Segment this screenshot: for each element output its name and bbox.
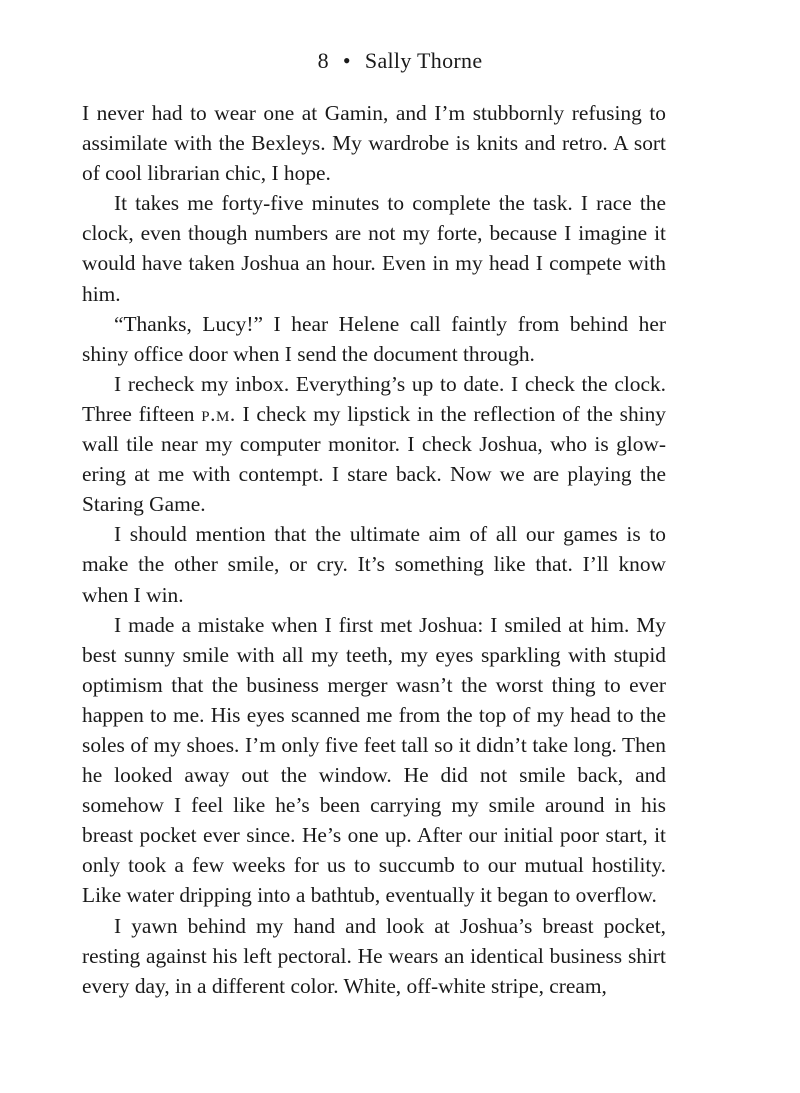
paragraph: “Thanks, Lucy!” I hear Helene call faintly from behind her shiny office door when I send the document through. — [82, 311, 666, 366]
clock-text-after: I check my lipstick in the reflection of the shiny wall tile near my computer monitor. I check Joshua, who is glowering at me with contempt. I stare back. Now we are playing the Staring Game. — [82, 401, 667, 517]
clock-text-before: I recheck my inbox. Everything’s up to date. I check the clock. Three fifteen — [82, 371, 666, 426]
paragraph: I should mention that the ultimate aim of all our games is to make the other smile, or cry. It’s something like that. I’ll know when I win. — [82, 522, 666, 607]
author-name: Sally Thorne — [364, 48, 483, 73]
book-body-text — [82, 98, 666, 1001]
paragraph: I yawn behind my hand and look at Joshua’s breast pocket, resting against his left pectoral. He wears an identical business shirt every day, in a different color. White, off-white stripe, cream, — [82, 913, 666, 998]
running-header — [0, 46, 800, 76]
time-suffix: p.m. — [201, 401, 236, 426]
paragraph-continuation: I never had to wear one at Gamin, and I’m stubbornly refusing to assimilate with the Bexleys. My wardrobe is knits and retro. A sort of cool librarian chic, I hope. — [82, 101, 666, 186]
paragraph: It takes me forty-five minutes to complete the task. I race the clock, even though numbers are not my forte, because I imagine it would have taken Joshua an hour. Even in my head I compete with him. — [82, 191, 666, 306]
page-number: 8 — [317, 48, 329, 73]
paragraph-clock — [82, 369, 666, 519]
paragraph: I made a mistake when I first met Joshua: I smiled at him. My best sunny smile with all my teeth, my eyes sparkling with stupid optimism that the business merger wasn’t the worst thing to ever happen to me. His eyes scanned me from the top of my head to the soles of my shoes. I’m only five feet tall so it didn’t take long. Then he looked away out the window. He did not smile back, and somehow I feel like he’s been carrying my smile around in his breast pocket ever since. He’s one up. After our initial poor start, it only took a few weeks for us to succumb to our mutual hostility. Like water dripping into a bathtub, eventually it began to overflow. — [82, 612, 666, 908]
header-separator: • — [342, 48, 351, 73]
